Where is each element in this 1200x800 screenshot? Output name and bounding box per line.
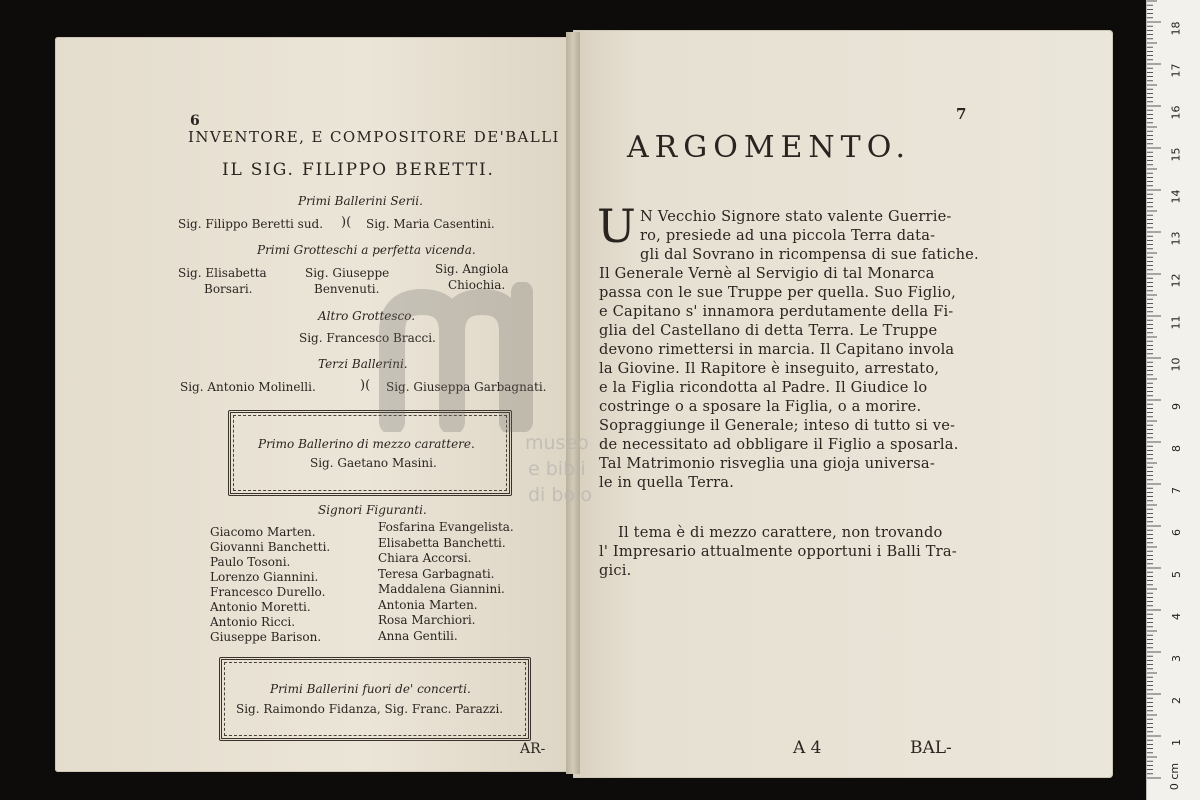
grotteschi-col1-line2: Borsari.	[204, 282, 253, 296]
mezzo-carattere-name: Sig. Gaetano Masini.	[310, 456, 437, 470]
body-line: de necessitato ad obbligare il Figlio a sposarla.	[599, 436, 959, 453]
watermark-text-line1: museo	[525, 432, 589, 454]
figurante-woman: Fosfarina Evangelista.	[378, 520, 514, 534]
grotteschi-col3-line2: Chiochia.	[448, 278, 506, 292]
ruler-label: 16	[1169, 105, 1183, 120]
ruler-label: 6	[1170, 529, 1183, 536]
body-line: Il Generale Vernè al Servigio di tal Monarca	[599, 265, 935, 282]
left-heading: INVENTORE, E COMPOSITORE DE'BALLI	[188, 128, 560, 146]
figurante-woman: Teresa Garbagnati.	[378, 566, 495, 581]
figurante-man: Paulo Tosoni.	[210, 555, 291, 569]
ruler-label: 0 cm	[1168, 762, 1182, 791]
museum-logo-watermark	[372, 282, 572, 432]
figurante-woman: Chiara Accorsi.	[378, 551, 472, 565]
ruler-label: 3	[1170, 655, 1183, 662]
grotteschi-col3-line1: Sig. Angiola	[435, 262, 509, 276]
primi-serii-right: Sig. Maria Casentini.	[366, 217, 495, 231]
body-line: la Giovine. Il Rapitore è inseguito, arrestato,	[599, 360, 940, 377]
closing-line: gici.	[599, 562, 632, 579]
ruler-label: 17	[1169, 63, 1183, 78]
primi-serii-separator: )(	[341, 215, 352, 230]
watermark-text-line2: e bibli	[528, 458, 586, 480]
body-line: gli dal Sovrano in ricompensa di sue fatiche.	[640, 246, 979, 263]
measurement-ruler	[1146, 0, 1200, 800]
closing-line: Il tema è di mezzo carattere, non trovando	[618, 524, 943, 541]
fuori-concerti-label: Primi Ballerini fuori de' concerti.	[270, 682, 471, 696]
body-line: e la Figlia ricondotta al Padre. Il Giudice lo	[599, 379, 928, 396]
left-page-number: 6	[190, 113, 200, 129]
figurante-woman: Antonia Marten.	[378, 597, 478, 612]
fuori-concerti-names: Sig. Raimondo Fidanza, Sig. Franc. Parazzi.	[236, 702, 504, 716]
watermark-text-line3: di bolo	[528, 484, 592, 506]
ruler-ticks	[1147, 0, 1200, 800]
argomento-title: ARGOMENTO.	[627, 130, 912, 165]
right-page-number: 7	[956, 105, 967, 123]
figuranti-women-list	[378, 520, 514, 644]
ruler-label: 12	[1169, 273, 1183, 288]
ruler-label: 2	[1170, 697, 1183, 704]
body-line: le in quella Terra.	[599, 474, 735, 491]
altro-grottesco-label: Altro Grottesco.	[318, 309, 416, 323]
body-line: costringe o a sposare la Figlia, o a morire.	[599, 398, 922, 415]
ruler-label: 15	[1169, 147, 1183, 162]
figurante-man: Giovanni Banchetti.	[210, 540, 331, 554]
ruler-label: 5	[1170, 571, 1183, 578]
body-line: Sopraggiunge il Generale; inteso di tutto si ve-	[599, 417, 956, 434]
ornamental-frame-fuori	[219, 657, 531, 741]
drop-cap: U	[597, 199, 636, 253]
figurante-man: Giacomo Marten.	[210, 525, 316, 539]
right-catchword: BAL-	[910, 738, 952, 758]
body-line: glia del Castellano di detta Terra. Le Truppe	[599, 322, 938, 339]
figurante-man: Giuseppe Barison.	[210, 630, 322, 644]
grotteschi-col1-line1: Sig. Elisabetta	[178, 266, 267, 280]
body-line: ro, presiede ad una piccola Terra data-	[640, 227, 936, 244]
body-line: e Capitano s' innamora perdutamente della Fi-	[599, 303, 954, 320]
left-catchword: AR-	[520, 741, 546, 757]
body-line: N Vecchio Signore stato valente Guerrie-	[640, 208, 952, 225]
primi-grotteschi-label: Primi Grotteschi a perfetta vicenda.	[257, 243, 476, 257]
terzi-left: Sig. Antonio Molinelli.	[180, 380, 316, 394]
left-name-heading: IL SIG. FILIPPO BERETTI.	[222, 160, 495, 180]
body-line: passa con le sue Truppe per quella. Suo Figlio,	[599, 284, 956, 301]
ruler-label: 18	[1169, 21, 1183, 36]
terzi-right: Sig. Giuseppa Garbagnati.	[386, 380, 547, 394]
ruler-label: 1	[1170, 739, 1183, 746]
grotteschi-col2-line1: Sig. Giuseppe	[305, 266, 390, 280]
figuranti-men-list	[210, 525, 330, 645]
primi-serii-left: Sig. Filippo Beretti sud.	[178, 217, 324, 231]
figurante-man: Lorenzo Giannini.	[210, 570, 319, 584]
terzi-separator: )(	[360, 378, 371, 393]
ruler-label: 4	[1170, 613, 1183, 620]
mezzo-carattere-label: Primo Ballerino di mezzo carattere.	[258, 437, 475, 451]
primi-serii-label: Primi Ballerini Serii.	[298, 194, 423, 208]
figurante-woman: Maddalena Giannini.	[378, 582, 505, 596]
figurante-woman: Anna Gentili.	[378, 628, 458, 643]
closing-line: l' Impresario attualmente opportuni i Balli Tra-	[599, 543, 957, 560]
ruler-label: 11	[1169, 315, 1183, 330]
ruler-label: 9	[1170, 403, 1183, 410]
figurante-woman: Rosa Marchiori.	[378, 613, 476, 627]
signature-mark: A 4	[793, 738, 822, 758]
figurante-man: Francesco Durello.	[210, 585, 326, 599]
body-line: devono rimettersi in marcia. Il Capitano invola	[599, 341, 955, 358]
altro-grottesco-name: Sig. Francesco Bracci.	[299, 331, 436, 345]
figurante-man: Antonio Ricci.	[210, 615, 296, 629]
terzi-label: Terzi Ballerini.	[318, 357, 408, 371]
ruler-label: 8	[1170, 445, 1183, 452]
figurante-woman: Elisabetta Banchetti.	[378, 535, 506, 550]
figurante-man: Antonio Moretti.	[210, 600, 311, 614]
ruler-label: 10	[1169, 357, 1183, 372]
ruler-label: 7	[1170, 487, 1183, 494]
ruler-label: 14	[1169, 189, 1183, 204]
body-line: Tal Matrimonio risveglia una gioja universa-	[599, 455, 935, 472]
grotteschi-col2-line2: Benvenuti.	[314, 282, 380, 296]
ruler-label: 13	[1169, 231, 1183, 246]
figuranti-label: Signori Figuranti.	[318, 503, 427, 517]
